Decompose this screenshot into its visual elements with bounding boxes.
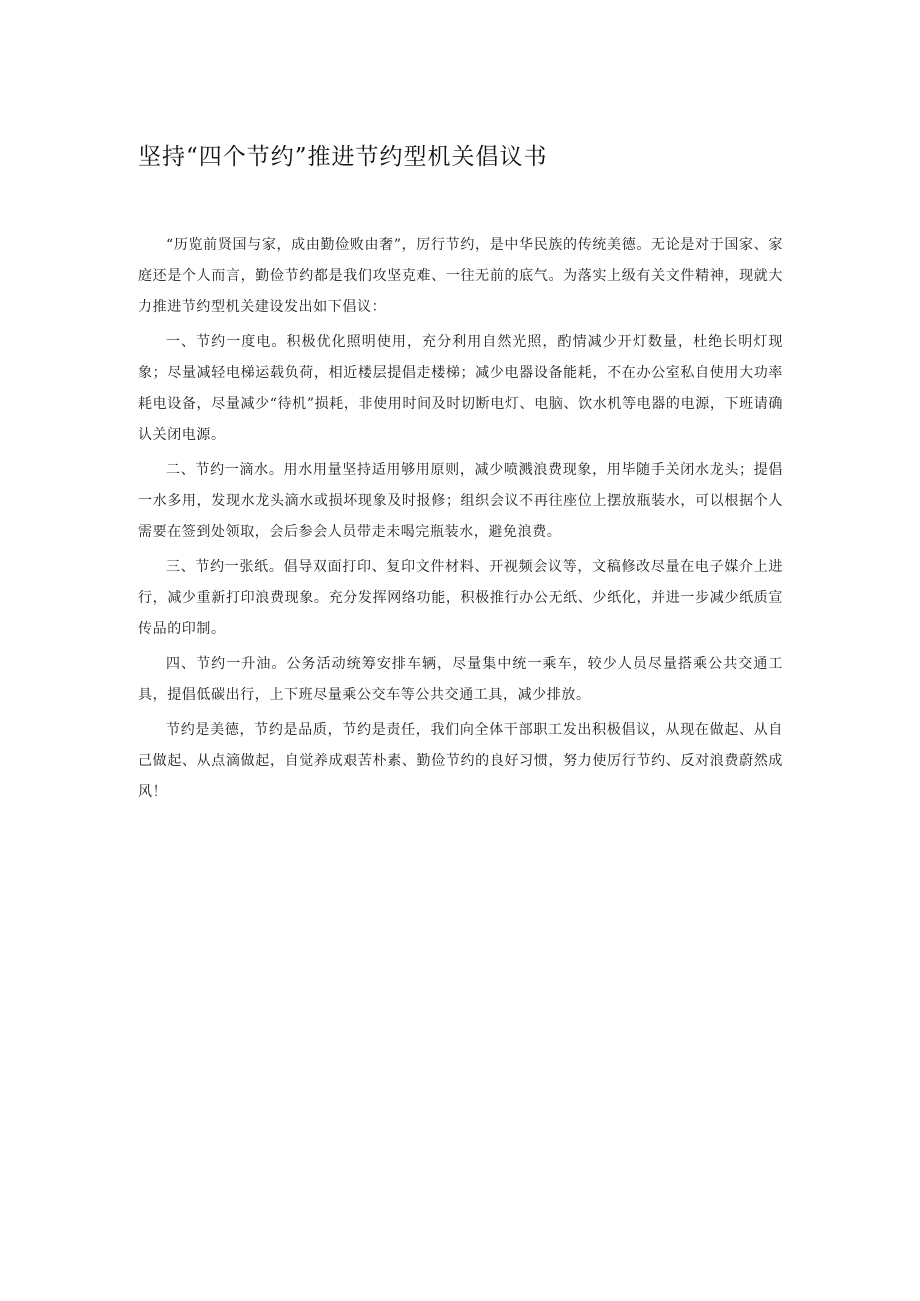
paragraph-conclusion: 节约是美德，节约是品质，节约是责任，我们向全体干部职工发出积极倡议，从现在做起、从自己做起、从点滴做起，自觉养成艰苦朴素、勤俭节约的良好习惯，努力使厉行节约、反对浪费蔚然成风！: [138, 722, 783, 800]
document-title: 坚持“四个节约”推进节约型机关倡议书: [138, 144, 548, 170]
paragraph-save-paper: 三、节约一张纸。倡导双面打印、复印文件材料、开视频会议等，文稿修改尽量在电子媒介上进行，减少重新打印浪费现象。充分发挥网络功能，积极推行办公无纸、少纸化，并进一步减少纸质宣传品的印制。: [138, 559, 783, 637]
paragraph-intro: “历览前贤国与家，成由勤俭败由奢”，厉行节约，是中华民族的传统美德。无论是对于国家、家庭还是个人而言，勤俭节约都是我们攻坚克难、一往无前的底气。为落实上级有关文件精神，现就大力推进节约型机关建设发出如下倡议：: [138, 237, 783, 315]
paragraph-save-electricity: 一、节约一度电。积极优化照明使用，充分利用自然光照，酌情减少开灯数量，杜绝长明灯现象；尽量减轻电梯运载负荷，相近楼层提倡走楼梯；减少电器设备能耗，不在办公室私自使用大功率耗电设备，尽量减少“待机”损耗，非使用时间及时切断电灯、电脑、饮水机等电器的电源，下班请确认关闭电源。: [138, 334, 783, 443]
paragraph-save-fuel: 四、节约一升油。公务活动统筹安排车辆，尽量集中统一乘车，较少人员尽量搭乘公共交通工具，提倡低碳出行，上下班尽量乘公交车等公共交通工具，减少排放。: [138, 656, 783, 703]
paragraph-save-water: 二、节约一滴水。用水用量坚持适用够用原则，减少喷溅浪费现象，用毕随手关闭水龙头；提倡一水多用，发现水龙头滴水或损坏现象及时报修；组织会议不再往座位上摆放瓶装水，可以根据个人需要在签到处领取，会后参会人员带走未喝完瓶装水，避免浪费。: [138, 462, 783, 540]
document-body: [138, 230, 783, 812]
